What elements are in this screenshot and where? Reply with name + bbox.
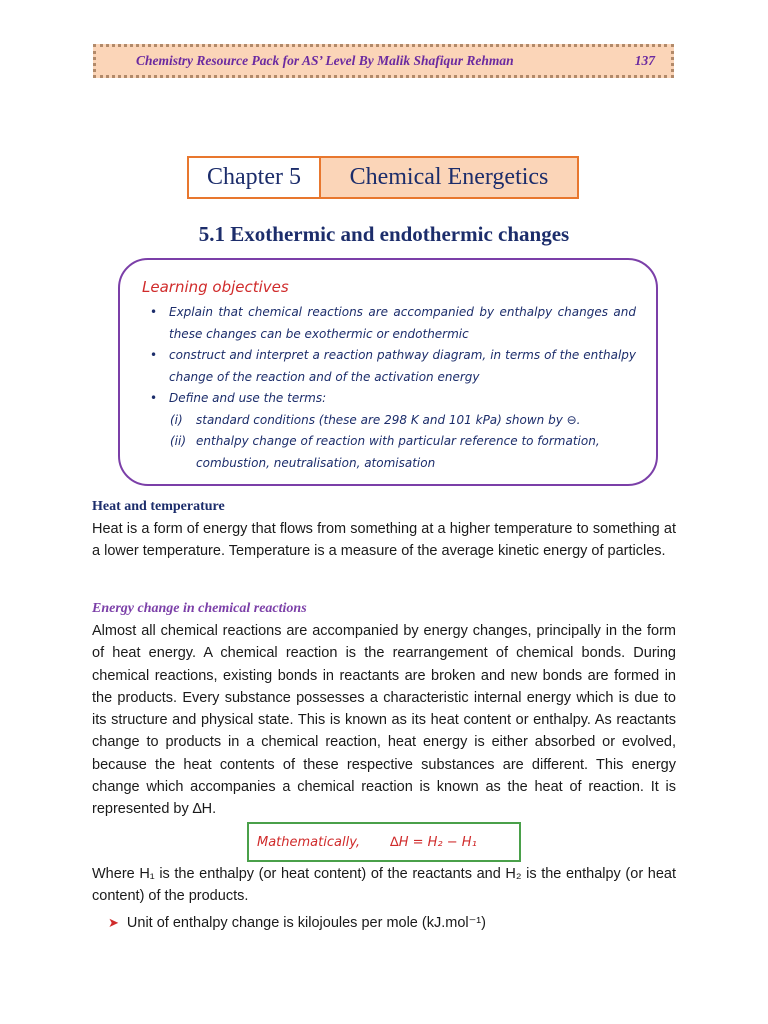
objective-item (146, 345, 636, 388)
page-number: 137 (634, 53, 655, 68)
arrow-bullet-icon: ➤ (108, 915, 119, 930)
page-header (93, 44, 674, 78)
objective-text: construct and interpret a reaction pathway diagram, in terms of the enthalpy change of the reaction and of the activation energy (169, 348, 636, 384)
unit-text: Unit of enthalpy change is kilojoules per mole (kJ.mol⁻¹) (126, 915, 486, 931)
subitem-text: enthalpy change of reaction with particular reference to formation, combustion, neutralisation, atomisation (196, 434, 600, 470)
objective-subitem (146, 410, 636, 432)
objective-item (146, 302, 636, 345)
bullet-icon: • (150, 348, 158, 362)
heat-temperature-paragraph: Heat is a form of energy that flows from something at a higher temperature to something at a lower temperature. Temperature is a measure of the average kinetic energy of particles. (92, 521, 676, 560)
objective-item (146, 388, 636, 410)
heat-temperature-heading: Heat and temperature (92, 499, 225, 514)
learning-objectives-box (118, 258, 658, 486)
subitem-text: standard conditions (these are 298 K and 101 kPa) shown by ⊖. (196, 412, 581, 427)
equation-box (247, 822, 521, 862)
learning-objectives-heading: Learning objectives (142, 278, 289, 296)
bullet-icon: • (150, 391, 158, 405)
bullet-icon: • (150, 305, 158, 319)
energy-change-heading: Energy change in chemical reactions (92, 601, 307, 616)
equation-label: Mathematically, (257, 834, 361, 850)
objective-subitem (146, 431, 636, 474)
header-title: Chemistry Resource Pack for AS’ Level By Malik Shafiqur Rehman (136, 53, 514, 68)
objective-text: Define and use the terms: (169, 391, 327, 405)
subitem-number: (i) (170, 412, 183, 427)
subitem-number: (ii) (170, 434, 187, 448)
unit-bullet (108, 915, 486, 931)
where-paragraph: Where H₁ is the enthalpy (or heat content) of the reactants and H₂ is the enthalpy (or heat content) of the products. (92, 866, 676, 905)
chapter-title: Chemical Energetics (321, 156, 579, 199)
energy-change-paragraph: Almost all chemical reactions are accompanied by energy changes, principally in the form of heat energy. A chemical reaction is the rearrangement of chemical bonds. During chemical reactions, existing bonds in reactants are broken and new bonds are formed in the products. Every substance possesses a characteristic internal energy which is due to its structure and physical state. This is known as its heat content or enthalpy. As reactants change to products in a chemical reaction, heat energy is either absorbed or evolved, because the heat contents of these respective substances are different. This energy change which accompanies a chemical reaction is known as the heat of reaction. It is represented by ∆H. (92, 623, 676, 818)
equation: ∆H = H₂ − H₁ (390, 834, 477, 850)
section-title: 5.1 Exothermic and endothermic changes (198, 222, 570, 246)
chapter-banner (187, 156, 579, 199)
chapter-number: Chapter 5 (187, 156, 321, 199)
objective-text: Explain that chemical reactions are accompanied by enthalpy changes and these changes can be exothermic or endothermic (169, 305, 636, 341)
learning-objectives-list (146, 302, 636, 474)
